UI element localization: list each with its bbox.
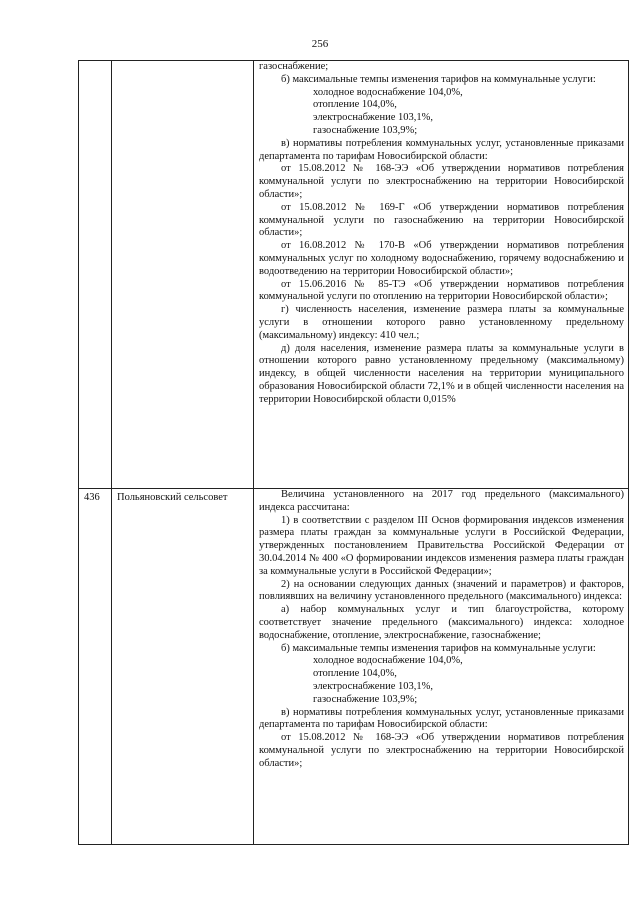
paragraph: от 16.08.2012 № 170-В «Об утверждении нормативов потребления коммунальных услуг по холодному водоснабжению, горячему водоснабжению и водоотведению на территории Новосибирской области»; [259, 240, 624, 277]
paragraph: отопление 104,0%, [313, 668, 397, 680]
municipality-name-cell [112, 61, 254, 489]
paragraph: от 15.06.2016 № 85-ТЭ «Об утверждении нормативов потребления коммунальной услуги по отоплению на территории Новосибирской области»; [259, 278, 624, 303]
paragraph: а) набор коммунальных услуг и тип благоустройства, которому соответствует значение предельного (максимального) индекса: холодное водоснабжение, отопление, электроснабжение, газоснабжение; [259, 604, 624, 641]
paragraph: в) нормативы потребления коммунальных услуг, установленные приказами департамента по тарифам Новосибирской области: [259, 706, 624, 731]
paragraph: в) нормативы потребления коммунальных услуг, установленные приказами департамента по тарифам Новосибирской области: [259, 137, 624, 162]
paragraph: от 15.08.2012 № 168-ЭЭ «Об утверждении нормативов потребления коммунальной услуги по электроснабжению на территории Новосибирской области»; [259, 732, 624, 769]
paragraph: д) доля населения, изменение размера платы за коммунальные услуги в отношении которого равно установленному предельному (максимальному) индексу, в общей численности населения на территории муниципального образования Новосибирской области 72,1% и в общей численности населения на территории Новосибирской области 0,015% [259, 342, 624, 405]
description-cell [254, 489, 629, 845]
table-row [79, 61, 629, 489]
paragraph: б) максимальные темпы изменения тарифов на коммунальные услуги: [281, 73, 596, 85]
tariff-table [78, 60, 629, 845]
paragraph: от 15.08.2012 № 169-Г «Об утверждении нормативов потребления коммунальной услуги по газоснабжению на территории Новосибирской области»; [259, 201, 624, 239]
paragraph: газоснабжение; [259, 61, 329, 72]
paragraph: г) численность населения, изменение размера платы за коммунальные услуги в отношении которого равно установленному предельному (максимальному) индексу: 410 чел.; [259, 304, 624, 341]
paragraph: холодное водоснабжение 104,0%, [313, 86, 463, 98]
row-number-cell: 436 [79, 489, 112, 845]
page-number: 256 [311, 38, 329, 50]
paragraph: холодное водоснабжение 104,0%, [313, 655, 463, 667]
paragraph: 1) в соответствии с разделом III Основ формирования индексов изменения размера платы граждан за коммунальные услуги в Российской Федерации, утвержденных постановлением Правительства Российской Федерации от 30.04.2014 № 400 «О формировании индексов изменения размера платы граждан за коммунальные услуги в Российской Федерации»; [259, 514, 624, 577]
row-number-cell [79, 61, 112, 489]
paragraph: газоснабжение 103,9%; [313, 124, 418, 136]
paragraph: Величина установленного на 2017 год предельного (максимального) индекса рассчитана: [259, 489, 624, 513]
paragraph: от 15.08.2012 № 168-ЭЭ «Об утверждении нормативов потребления коммунальной услуги по электроснабжению на территории Новосибирской области»; [259, 163, 624, 200]
municipality-name-cell: Польяновский сельсовет [112, 489, 254, 845]
paragraph: газоснабжение 103,9%; [313, 693, 418, 705]
paragraph: отопление 104,0%, [313, 99, 397, 111]
description-cell [254, 61, 629, 489]
paragraph: 2) на основании следующих данных (значений и параметров) и факторов, повлиявших на величину установленного предельного (максимального) индекса: [259, 578, 624, 603]
table-row [79, 489, 629, 845]
paragraph: электроснабжение 103,1%, [313, 112, 433, 124]
paragraph: б) максимальные темпы изменения тарифов на коммунальные услуги: [281, 642, 596, 654]
paragraph: электроснабжение 103,1%, [313, 680, 433, 692]
